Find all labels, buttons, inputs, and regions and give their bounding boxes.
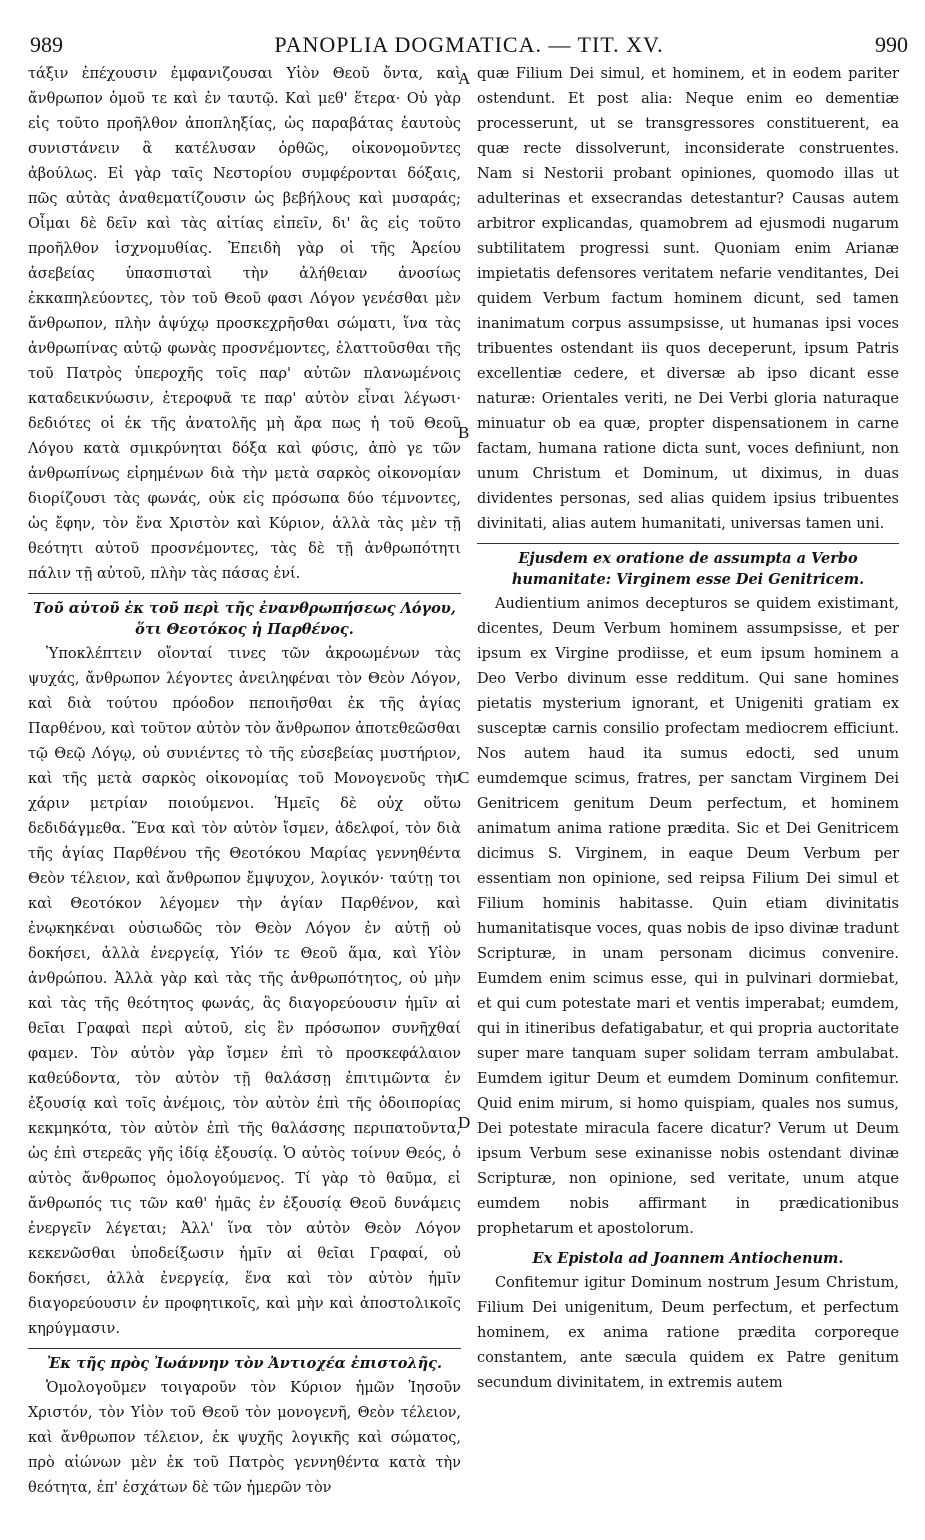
- latin-section-title-2: Ejusdem ex oratione de assumpta a Verbo humanitate: Virginem esse Dei Genitricem.: [477, 543, 899, 590]
- margin-letter-c: C: [458, 768, 470, 787]
- latin-paragraph-1: quæ Filium Dei simul, et hominem, et in eodem pariter ostendunt. Et post alia: Neque enim eo dementiæ processerunt, ut se transgressores constituerent, ea quæ recte dissolverunt, inconsiderate construentes. Nam si Nestorii probant opiniones, quomodo illas ut adulterinas et exsecrandas detestantur? Causas autem arbitror explicandas, quamobrem ad ejusmodi nugarum subtilitatem progressi sunt. Quoniam enim Arianæ impietatis defensores veritatem nefarie venditantes, Dei quidem Verbum factum hominem dicunt, sed tamen inanimatum corpus assumpsisse, ut humanas ipsi voces tribuentes ostendant iis quos deceperunt, ipsum Patris excellentiæ cedere, et diversæ ab ipso dicant esse naturæ: Orientales veriti, ne Dei Verbi gloria naturaque minuatur ob ea quæ, propter dispensationem in carne factam, humana ratione dicta sunt, voces definiunt, non unum Christum et Dominum, ut diximus, in duas dividentes personas, sed alias quidem ipsius tribuentes divinitati, alias autem humanitati, universas tamen uni.: [477, 66, 899, 532]
- running-title: PANOPLIA DOGMATICA. — TIT. XV.: [274, 32, 664, 57]
- greek-section-title-2: Τοῦ αὐτοῦ ἐκ τοῦ περὶ τῆς ἐνανθρωπήσεως Λόγου, ὅτι Θεοτόκος ἡ Παρθένος.: [28, 593, 461, 640]
- latin-column: [477, 62, 899, 1480]
- margin-letter-d: D: [458, 1113, 471, 1132]
- latin-section-title-3: Ex Epistola ad Joannem Antiochenum.: [532, 1250, 844, 1267]
- greek-paragraph-3: Ὁμολογοῦμεν τοιγαροῦν τὸν Κύριον ἡμῶν Ἰησοῦν Χριστόν, τὸν Υἱὸν τοῦ Θεοῦ τὸν μονογενῆ, Θεὸν τέλειον, καὶ ἄνθρωπον τέλειον, ἐκ ψυχῆς λογικῆς καὶ σώματος, πρὸ αἰώνων μὲν ἐκ τοῦ Πατρὸς γεννηθέντα κατὰ τὴν θεότητα, ἐπ' ἐσχάτων δὲ τῶν ἡμερῶν τὸν: [28, 1380, 461, 1496]
- margin-letter-b: B: [458, 423, 470, 442]
- greek-section-title-3: Ἐκ τῆς πρὸς Ἰωάννην τὸν Ἀντιοχέα ἐπιστολῆς.: [28, 1348, 461, 1374]
- latin-paragraph-2: Audientium animos decepturos se quidem existimant, dicentes, Deum Verbum hominem assumpsisse, et per ipsum ex Virgine prodiisse, et eum ipsum hominem a Deo Verbo divinum esse redditum. Qui sane homines pietatis mysterium ignorant, et Unigeniti gratiam ex susceptæ carnis consilio profectam mediocrem efficiunt. Nos autem haud ita sumus edocti, sed unum eumdemque scimus, fratres, per sanctam Virginem Dei Genitricem genitum Deum perfectum, et hominem animatum anima ratione prædita. Sic et Dei Genitricem dicimus S. Virginem, in eaque Deum Verbum per essentiam non opinione, sed reipsa Filium Dei simul et Filium hominis habitasse. Quin etiam divinitatis humanitatisque voces, quas nobis de ipso divinæ tradunt Scripturæ, in unam personam dicimus convenire. Eumdem enim scimus esse, qui in pulvinari dormiebat, et qui cum potestate mari et ventis imperabat; eumdem, qui in itineribus defatigabatur, et qui propria auctoritate super mare tanquam super solidam terram ambulabat. Eumdem igitur Deum et eumdem Dominum confitemur. Quid enim mirum, si homo quispiam, quales nos sumus, Dei potestate miracula facere dicatur? Verum ut Deum ipsum Verbum sese exinanisse nobis ostendant divinæ Scripturæ, non opinione, sed veritate, unum atque eumdem nobis affirmant in prædicationibus prophetarum et apostolorum.: [477, 596, 899, 1237]
- running-header: [30, 26, 908, 60]
- greek-paragraph-2: Ὑποκλέπτειν οἴονταί τινες τῶν ἀκροωμένων τὰς ψυχάς, ἄνθρωπον λέγοντες ἀνειληφέναι τὸν Θεὸν Λόγον, καὶ διὰ τούτου πρόοδον πεποιῆσθαι ἐκ τῆς ἁγίας Παρθένου, καὶ τοῦτον αὐτὸν τὸν ἄνθρωπον ἀποτεθεῶσθαι τῷ Θεῷ Λόγῳ, οὐ συνιέντες τὸ τῆς εὐσεβείας μυστήριον, καὶ τῆς μετὰ σαρκὸς οἰκονομίας τοῦ Μονογενοῦς τὴν χάριν μετρίαν ποιούμενοι. Ἡμεῖς δὲ οὐχ οὕτω δεδιδάγμεθα. Ἕνα καὶ τὸν αὐτὸν ἴσμεν, ἀδελφοί, τὸν διὰ τῆς ἁγίας Παρθένου τῆς Θεοτόκου Μαρίας γεννηθέντα Θεὸν τέλειον, καὶ ἄνθρωπον ἔμψυχον, λογικόν· ταύτῃ τοι καὶ Θεοτόκον λέγομεν τὴν ἁγίαν Παρθένον, καὶ ἐνῳκηκέναι οὐσιωδῶς τὸν Θεὸν Λόγον ἐν αὐτῇ οὐ δοκήσει, ἀλλὰ ἐνεργείᾳ, Υἱόν τε Θεοῦ ἅμα, καὶ Υἱὸν ἀνθρώπου. Ἀλλὰ γὰρ καὶ τὰς τῆς ἀνθρωπότητος, οὐ μὴν καὶ τὰς τῆς θεότητος φωνάς, ἃς διαγορεύουσιν ἡμῖν αἱ θεῖαι Γραφαὶ περὶ αὐτοῦ, εἰς ἓν πρόσωπον συνῆχθαί φαμεν. Τὸν αὐτὸν γὰρ ἴσμεν ἐπὶ τὸ προσκεφάλαιον καθεύδοντα, τὸν αὐτὸν τῇ θαλάσσῃ ἐπιτιμῶντα ἐν ἐξουσίᾳ καὶ τοῖς ἀνέμοις, τὸν αὐτὸν ἐπὶ τῆς ὁδοιπορίας κεκμηκότα, τὸν αὐτὸν ἐπὶ τῆς θαλάσσης περιπατοῦντα, ὡς ἐπὶ στερεᾶς γῆς ἰδίᾳ ἐξουσίᾳ. Ὁ αὐτὸς τοίνυν Θεός, ὁ αὐτὸς ἄνθρωπος ὁμολογούμενος. Τί γὰρ τὸ θαῦμα, εἰ ἄνθρωπός τις τῶν καθ' ἡμᾶς ἐν ἐξουσίᾳ Θεοῦ δυνάμεις ἐνεργεῖν λέγεται; Ἀλλ' ἵνα τὸν αὐτὸν Θεὸν Λόγον κεκενῶσθαι ὑποδείξωσιν ἡμῖν αἱ θεῖαι Γραφαί, οὐ δοκήσει, ἀλλὰ ἐνεργείᾳ, ἕνα καὶ τὸν αὐτὸν ἡμῖν διαγορεύουσιν ἐν προφητικοῖς, καὶ μὴν καὶ ἀποστολικοῖς κηρύγμασιν.: [28, 646, 461, 1337]
- page-number-right: 990: [875, 32, 908, 57]
- greek-paragraph-1: τάξιν ἐπέχουσιν ἐμφανιζουσαι Υἱὸν Θεοῦ ὄντα, καὶ ἄνθρωπον ὁμοῦ τε καὶ ἐν ταυτῷ. Καὶ μεθ' ἕτερα· Οὐ γὰρ εἰς τοῦτο προῆλθον ἀποπληξίας, ὡς παραβάτας ἑαυτοὺς συνιστάνειν ἃ κατέλυσαν ὀρθῶς, οἰκονομοῦντες ἀβούλως. Εἰ γὰρ ταῖς Νεστορίου συμφέρονται δόξαις, πῶς αὐτὰς ἀναθεματίζουσιν ὡς βεβήλους καὶ μυσαράς; Οἶμαι δὲ δεῖν καὶ τὰς αἰτίας εἰπεῖν, δι' ἃς εἰς τοῦτο προῆλθον ἰσχνομυθίας. Ἐπειδὴ γὰρ οἱ τῆς Ἀρείου ἀσεβείας ὑπασπισταὶ τὴν ἀλήθειαν ἀνοσίως ἐκκαπηλεύοντες, τὸν τοῦ Θεοῦ φασι Λόγον γενέσθαι μὲν ἄνθρωπον, πλὴν ἀψύχῳ προσκεχρῆσθαι σώματι, ἵνα τὰς ἀνθρωπίνας αὐτῷ φωνὰς προσνέμοντες, ἐλαττοῦσθαι τῆς τοῦ Πατρὸς ὑπεροχῆς τοῖς παρ' αὐτῶν πλανωμένοις καταδεικνύωσιν, ἑτεροφυᾶ τε παρ' αὐτὸν εἶναι λέγωσι· δεδιότες οἱ ἐκ τῆς ἀνατολῆς μὴ ἄρα πως ἡ τοῦ Θεοῦ Λόγου κατὰ σμικρύνηται δόξα καὶ φύσις, ἀπὸ γε τῶν ἀνθρωπίνως εἰρημένων διὰ τὴν μετὰ σαρκὸς οἰκονομίαν διορίζουσι τὰς φωνάς, οὐκ εἰς πρόσωπα δύο τέμνοντες, ὡς ἔφην, τὸν ἕνα Χριστὸν καὶ Κύριον, ἀλλὰ τὰς μὲν τῇ θεότητι αὐτοῦ προσνέμοντες, τὰς δὲ τῇ ἀνθρωπότητι πάλιν τῇ αὐτοῦ, πλὴν τὰς πάσας ἑνί.: [28, 66, 461, 582]
- latin-paragraph-3: Confitemur igitur Dominum nostrum Jesum Christum, Filium Dei unigenitum, Deum perfectum, et perfectum hominem, ex anima ratione prædita corporeque constantem, ante sæcula quidem ex Patre genitum secundum divinitatem, in extremis autem: [477, 1275, 899, 1391]
- page-number-left: 989: [30, 32, 63, 57]
- greek-column: [28, 62, 461, 1496]
- margin-letter-a: A: [458, 69, 471, 88]
